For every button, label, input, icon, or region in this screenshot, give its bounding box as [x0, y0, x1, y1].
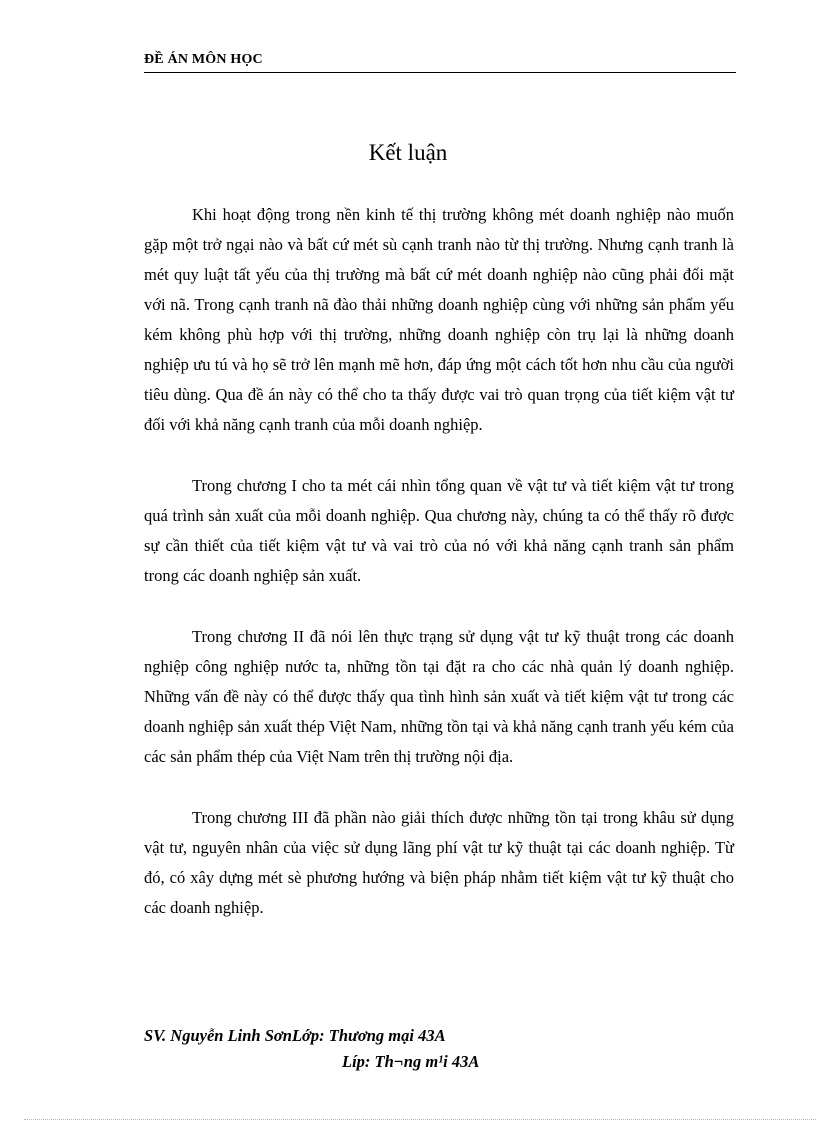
- footer-class-garbled: Líp: Th¬ng m¹i 43A: [342, 1052, 480, 1071]
- body-text: [144, 200, 734, 954]
- paragraph-3: Trong chương II đã nói lên thực trạng sử dụng vật tư kỹ thuật trong các doanh nghiệp công nghiệp nước ta, những tồn tại đặt ra cho các nhà quản lý doanh nghiệp. Những vấn đề này có thể được thấy qua tình hình sản xuất và tiết kiệm vật tư trong các doanh nghiệp sản xuất thép Việt Nam, những tồn tại và khả năng cạnh tranh yếu kém của các sản phẩm thép của Việt Nam trên thị trường nội địa.: [144, 627, 734, 766]
- paragraph-1: Khi hoạt động trong nền kinh tế thị trường không mét doanh nghiệp nào muốn gặp một trở ngại nào và bất cứ mét sù cạnh tranh nào từ thị trường. Nhưng cạnh tranh là mét quy luật tất yếu của thị trường mà bất cứ mét doanh nghiệp nào cũng phải đối mặt với nã. Trong cạnh tranh nã đào thải những doanh nghiệp cùng với những sản phẩm yếu kém không phù hợp với thị trường, những doanh nghiệp còn trụ lại là những doanh nghiệp ưu tú và họ sẽ trở lên mạnh mẽ hơn, đáp ứng một cách tốt hơn nhu cầu của người tiêu dùng. Qua đề án này có thể cho ta thấy được vai trò quan trọng của tiết kiệm vật tư đối với khả năng cạnh tranh của mỗi doanh nghiệp.: [144, 205, 734, 434]
- paragraph-4: Trong chương III đã phần nào giải thích được những tồn tại trong khâu sử dụng vật tư, nguyên nhân của việc sử dụng lãng phí vật tư kỹ thuật tại các doanh nghiệp. Từ đó, có xây dựng mét sè phương hướng và biện pháp nhằm tiết kiệm vật tư kỹ thuật cho các doanh nghiệp.: [144, 808, 734, 917]
- paragraph-2: Trong chương I cho ta mét cái nhìn tổng quan về vật tư và tiết kiệm vật tư trong quá trình sản xuất của mỗi doanh nghiệp. Qua chương này, chúng ta có thể thấy rõ được sự cần thiết của tiết kiệm vật tư và vai trò của nó với khả năng cạnh tranh sản phẩm trong các doanh nghiệp sản xuất.: [144, 476, 734, 585]
- page-title: Kết luận: [368, 140, 448, 165]
- page-bottom-divider: [24, 1119, 816, 1120]
- footer-author-class: SV. Nguyễn Linh SơnLớp: Thương mại 43A: [144, 1026, 446, 1045]
- header-divider: [144, 72, 736, 73]
- page-header: ĐỀ ÁN MÔN HỌC: [144, 52, 263, 67]
